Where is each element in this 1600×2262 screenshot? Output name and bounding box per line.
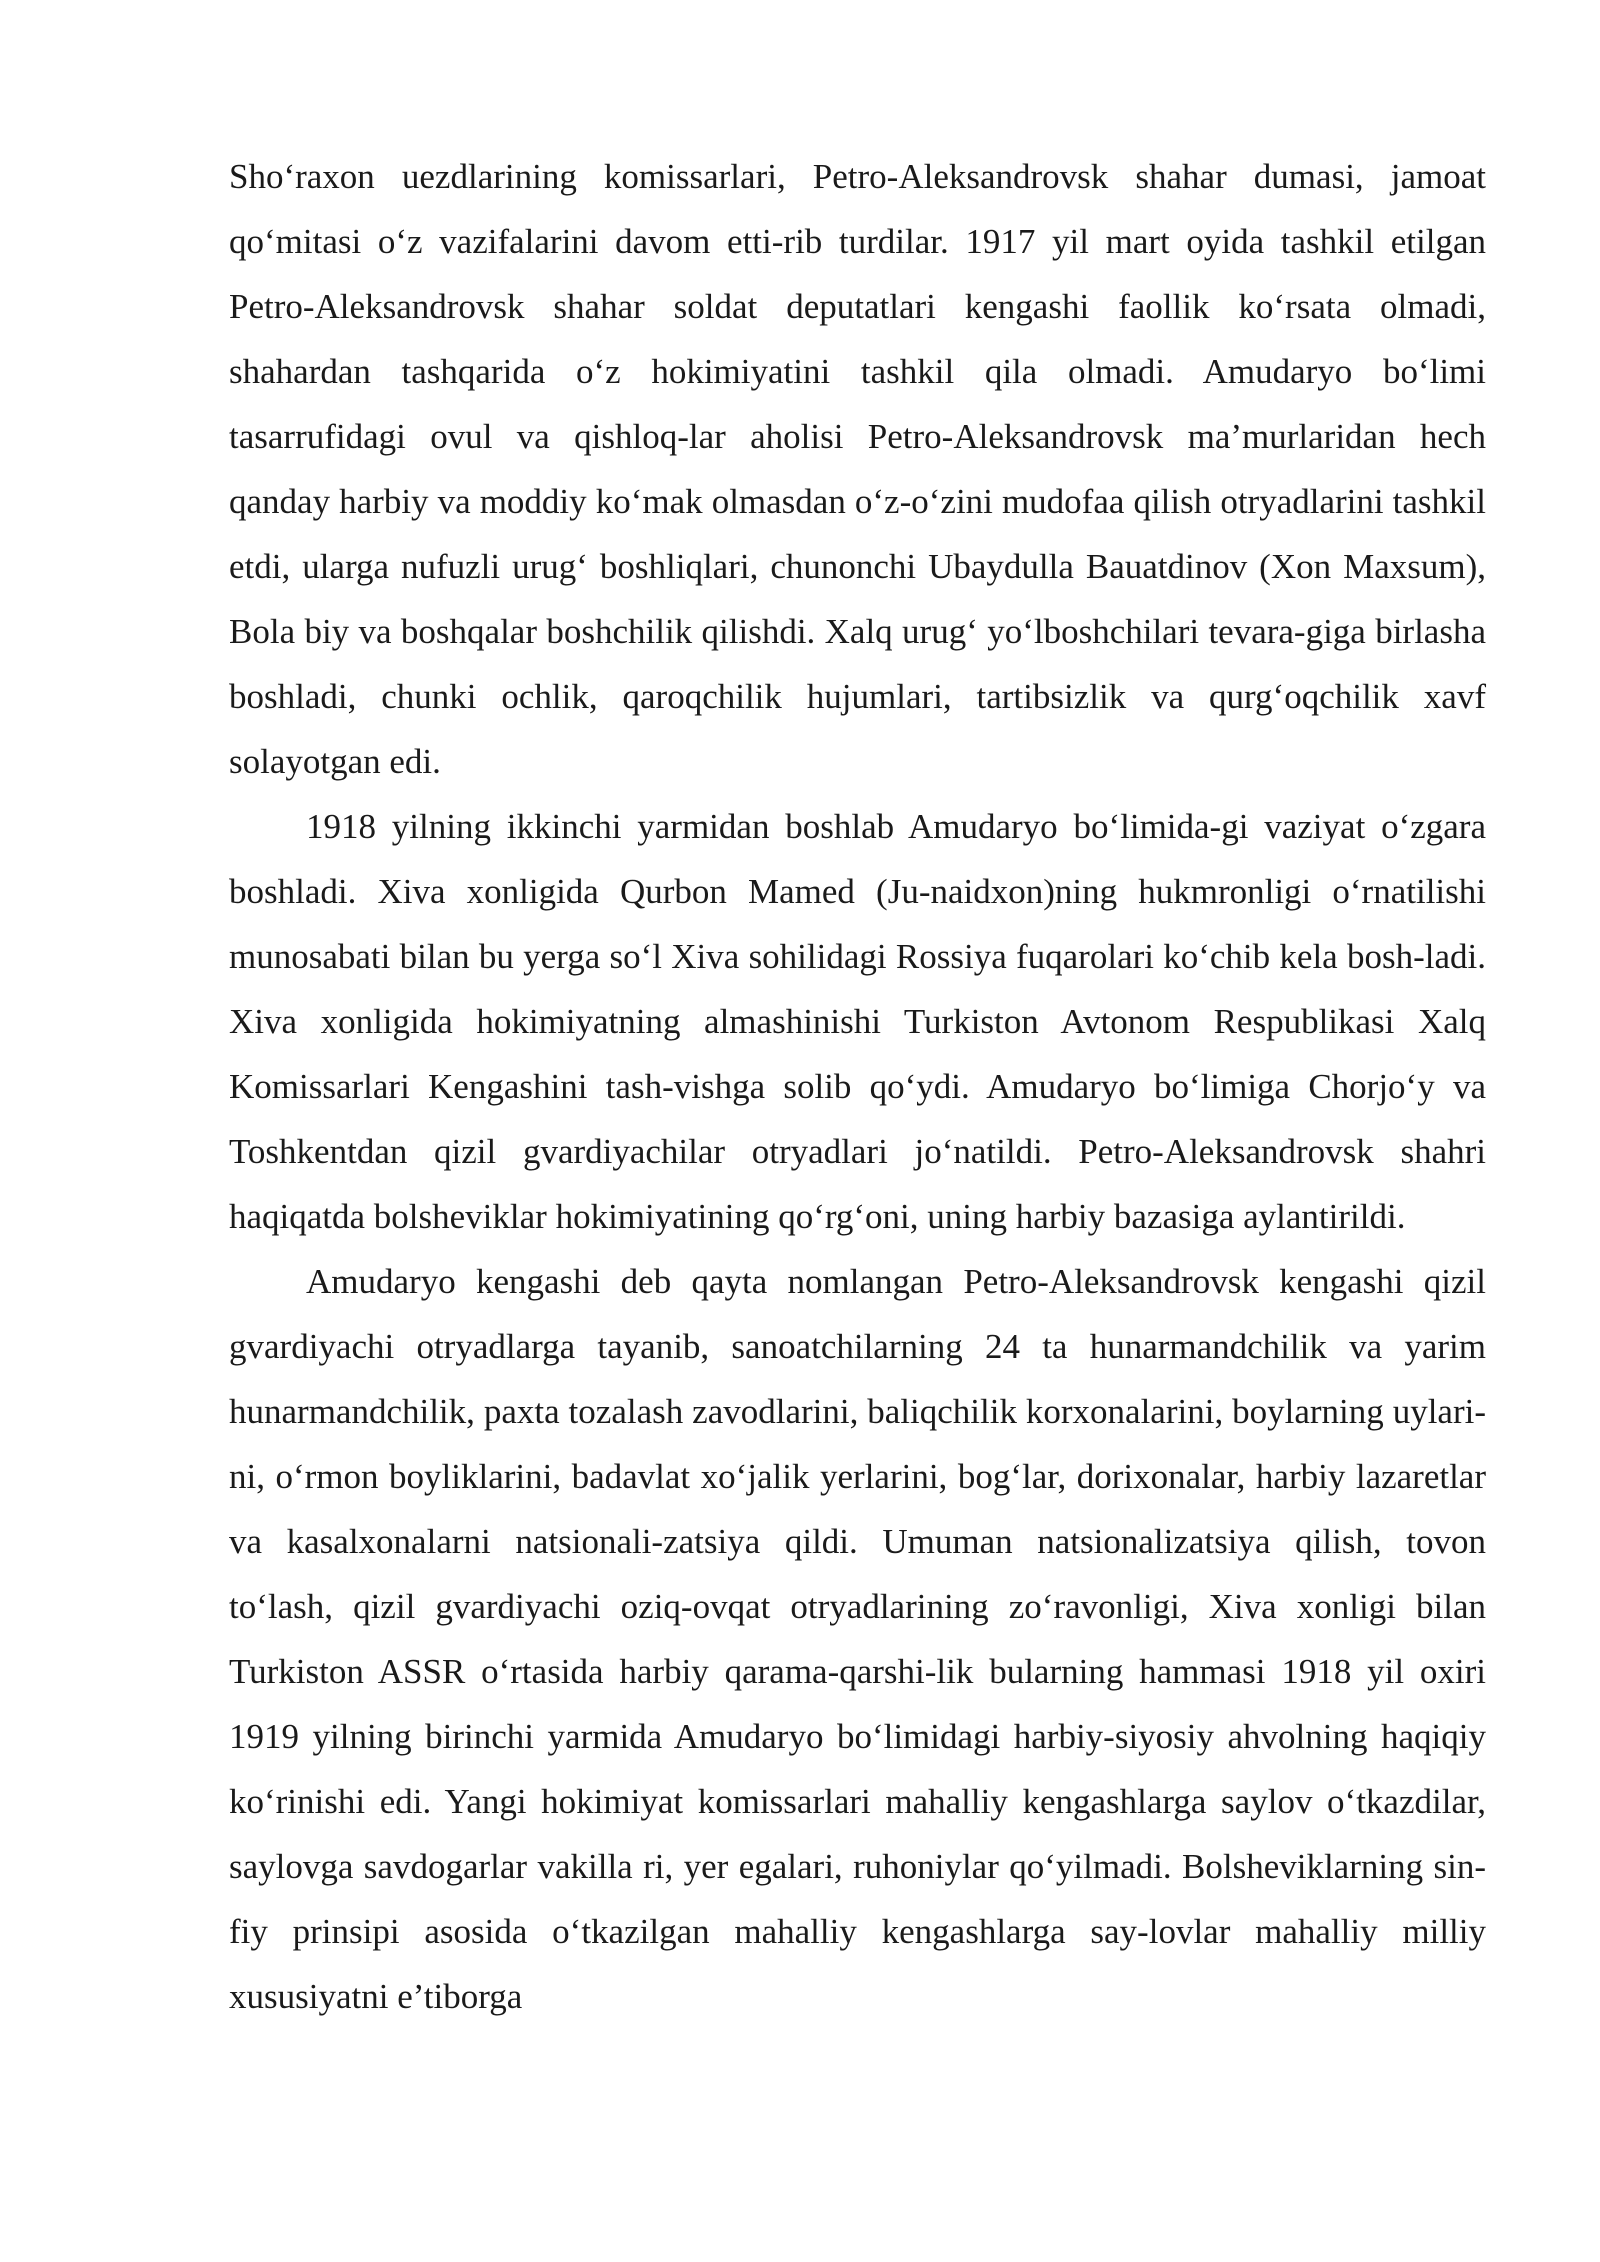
body-text [229, 144, 1486, 2029]
paragraph-1: Sho‘raxon uezdlarining komissarlari, Petro-Aleksandrovsk shahar dumasi, jamoat qo‘mitasi o‘z vazifalarini davom etti-rib turdilar. 1917 yil mart oyida tashkil etilgan Petro-Aleksandrovsk shahar soldat deputatlari kengashi faollik ko‘rsata olmadi, shahardan tashqarida o‘z hokimiyatini tashkil qila olmadi. Amudaryo bo‘limi tasarrufidagi ovul va qishloq-lar aholisi Petro-Aleksandrovsk ma’murlaridan hech qanday harbiy va moddiy ko‘mak olmasdan o‘z-o‘zini mudofaa qilish otryadlarini tashkil etdi, ularga nufuzli urug‘ boshliqlari, chunonchi Ubaydulla Bauatdinov (Xon Maxsum), Bola biy va boshqalar boshchilik qilishdi. Xalq urug‘ yo‘lboshchilari tevara-giga birlasha boshladi, chunki ochlik, qaroqchilik hujumlari, tartibsizlik va qurg‘oqchilik xavf solayotgan edi. [229, 157, 1486, 781]
paragraph-2: 1918 yilning ikkinchi yarmidan boshlab Amudaryo bo‘limida-gi vaziyat o‘zgara boshladi. Xiva xonligida Qurbon Mamed (Ju-naidxon)ning hukmronligi o‘rnatilishi munosabati bilan bu yerga so‘l Xiva sohilidagi Rossiya fuqarolari ko‘chib kela bosh-ladi. Xiva xonligida hokimiyatning almashinishi Turkiston Avtonom Respublikasi Xalq Komissarlari Kengashini tash-vishga solib qo‘ydi. Amudaryo bo‘limiga Chorjo‘y va Toshkentdan qizil gvardiyachilar otryadlari jo‘natildi. Petro-Aleksandrovsk shahri haqiqatda bolsheviklar hokimiyatining qo‘rg‘oni, uning harbiy bazasiga aylantirildi. [229, 807, 1486, 1236]
paragraph-3: Amudaryo kengashi deb qayta nomlangan Petro-Aleksandrovsk kengashi qizil gvardiyachi otryadlarga tayanib, sanoatchilarning 24 ta hunarmandchilik va yarim hunarmandchilik, paxta tozalash zavodlarini, baliqchilik korxonalarini, boylarning uylari-ni, o‘rmon boyliklarini, badavlat xo‘jalik yerlarini, bog‘lar, dorixonalar, harbiy lazaretlar va kasalxonalarni natsionali-zatsiya qildi. Umuman natsionalizatsiya qilish, tovon to‘lash, qizil gvardiyachi oziq-ovqat otryadlarining zo‘ravonligi, Xiva xonligi bilan Turkiston ASSR o‘rtasida harbiy qarama-qarshi-lik bularning hammasi 1918 yil oxiri 1919 yilning birinchi yarmida Amudaryo bo‘limidagi harbiy-siyosiy ahvolning haqiqiy ko‘rinishi edi. Yangi hokimiyat komissarlari mahalliy kengashlarga saylov o‘tkazdilar, saylovga savdogarlar vakilla ri, yer egalari, ruhoniylar qo‘yilmadi. Bolsheviklarning sin-fiy prinsipi asosida o‘tkazilgan mahalliy kengashlarga say-lovlar mahalliy milliy xususiyatni e’tiborga [229, 1262, 1486, 2016]
